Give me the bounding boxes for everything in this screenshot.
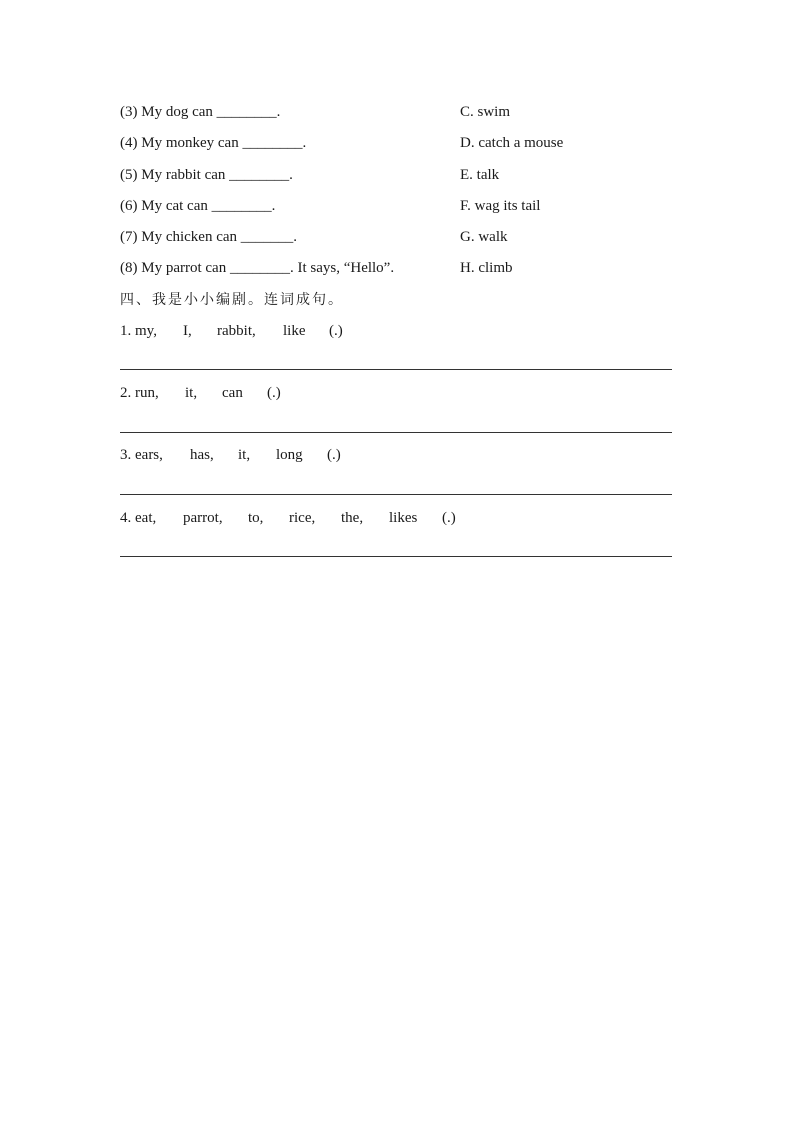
word: rabbit,	[217, 323, 256, 339]
option-g: G. walk	[460, 229, 508, 245]
option-f: F. wag its tail	[460, 198, 541, 214]
option-c: C. swim	[460, 104, 511, 120]
matching-item-8: (8) My parrot can ________. It says, “Hello”.	[120, 260, 395, 276]
word: the,	[341, 510, 364, 526]
word: likes	[389, 510, 418, 526]
answer-line[interactable]	[120, 432, 672, 433]
word: it,	[185, 385, 198, 401]
word: it,	[238, 447, 251, 463]
word: eat,	[135, 510, 157, 526]
option-e: E. talk	[460, 167, 500, 183]
word: (.)	[267, 385, 281, 401]
word: has,	[190, 447, 214, 463]
answer-line[interactable]	[120, 556, 672, 557]
word: to,	[248, 510, 264, 526]
option-h: H. climb	[460, 260, 513, 276]
word: my,	[135, 323, 157, 339]
word: long	[276, 447, 303, 463]
matching-item-6: (6) My cat can ________.	[120, 198, 276, 214]
answer-line[interactable]	[120, 369, 672, 370]
matching-item-5: (5) My rabbit can ________.	[120, 167, 293, 183]
section-heading: 四、我是小小编剧。连词成句。	[120, 292, 344, 308]
question-number: 3.	[120, 447, 132, 463]
word: like	[283, 323, 306, 339]
word: can	[222, 385, 243, 401]
matching-item-4: (4) My monkey can ________.	[120, 135, 307, 151]
matching-item-7: (7) My chicken can _______.	[120, 229, 298, 245]
question-number: 1.	[120, 323, 132, 339]
answer-line[interactable]	[120, 494, 672, 495]
word: (.)	[442, 510, 456, 526]
word: run,	[135, 385, 159, 401]
word: rice,	[289, 510, 316, 526]
word: (.)	[327, 447, 341, 463]
word: ears,	[135, 447, 163, 463]
option-d: D. catch a mouse	[460, 135, 564, 151]
question-number: 2.	[120, 385, 132, 401]
word: (.)	[329, 323, 343, 339]
word: I,	[183, 323, 192, 339]
word: parrot,	[183, 510, 223, 526]
matching-item-3: (3) My dog can ________.	[120, 104, 281, 120]
question-number: 4.	[120, 510, 132, 526]
